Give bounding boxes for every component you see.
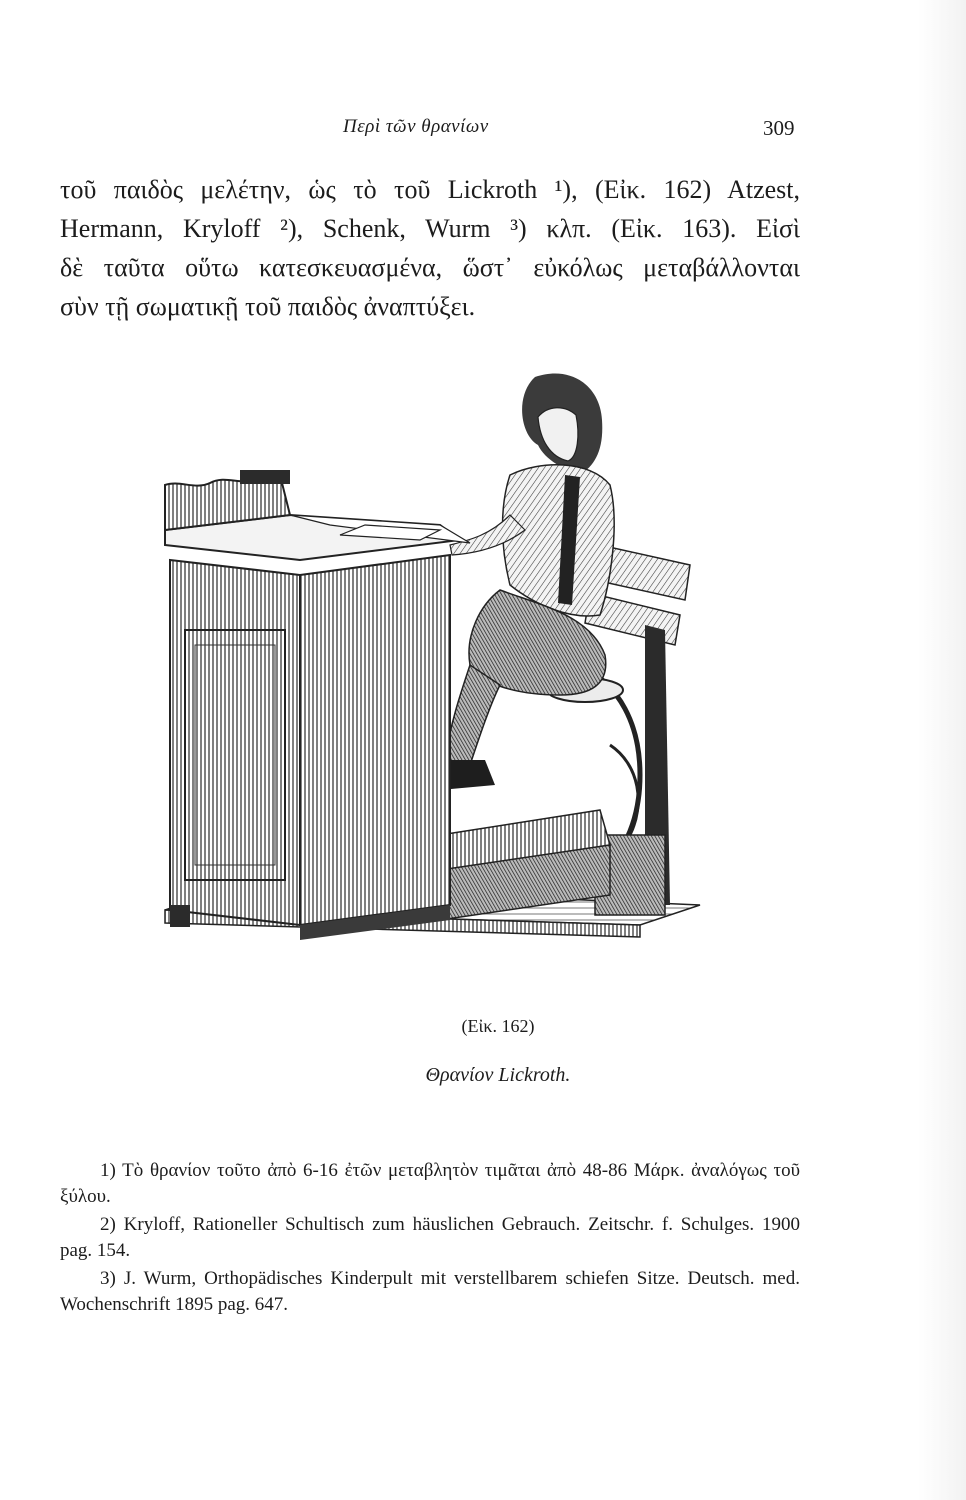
body-line: Hermann, Kryloff ²), Schenk, Wurm ³) κλπ. (Εἰκ. 163). Εἰσὶ [60, 214, 800, 243]
body-line: τοῦ παιδὸς μελέτην, ὡς τὸ τοῦ Lickroth ¹), (Εἰκ. 162) Atzest, [60, 175, 800, 204]
body-line: σὺν τῇ σωματικῇ τοῦ παιδὸς ἀναπτύξει. [60, 292, 476, 321]
footnote: 3) J. Wurm, Orthopädisches Kinderpult mit verstellbarem schiefen Sitze. Deutsch. med. Wochenschrift 1895 pag. 647. [60, 1268, 800, 1315]
figure-illustration [140, 365, 710, 995]
figure-reference: (Εἰκ. 162) [461, 1016, 535, 1036]
desk-engraving [140, 365, 710, 995]
footnotes [60, 1158, 800, 1320]
body-paragraph [60, 170, 800, 326]
running-title: Περὶ τῶν θρανίων [343, 116, 489, 137]
body-line: δὲ ταῦτα οὕτω κατεσκευασμένα, ὥστ᾽ εὐκόλως μεταβάλλονται [60, 253, 800, 282]
footnote: 1) Τὸ θρανίον τοῦτο ἀπὸ 6-16 ἐτῶν μεταβλητὸν τιμᾶται ἀπὸ 48-86 Μάρκ. ἀναλόγως τοῦ ξύλου. [60, 1160, 800, 1207]
footnote: 2) Kryloff, Rationeller Schultisch zum häuslichen Gebrauch. Zeitschr. f. Schulges. 1900 pag. 154. [60, 1214, 800, 1261]
running-head [0, 116, 966, 146]
page-number: 309 [763, 116, 795, 140]
figure-caption: Θρανίον Lickroth. [425, 1064, 571, 1086]
